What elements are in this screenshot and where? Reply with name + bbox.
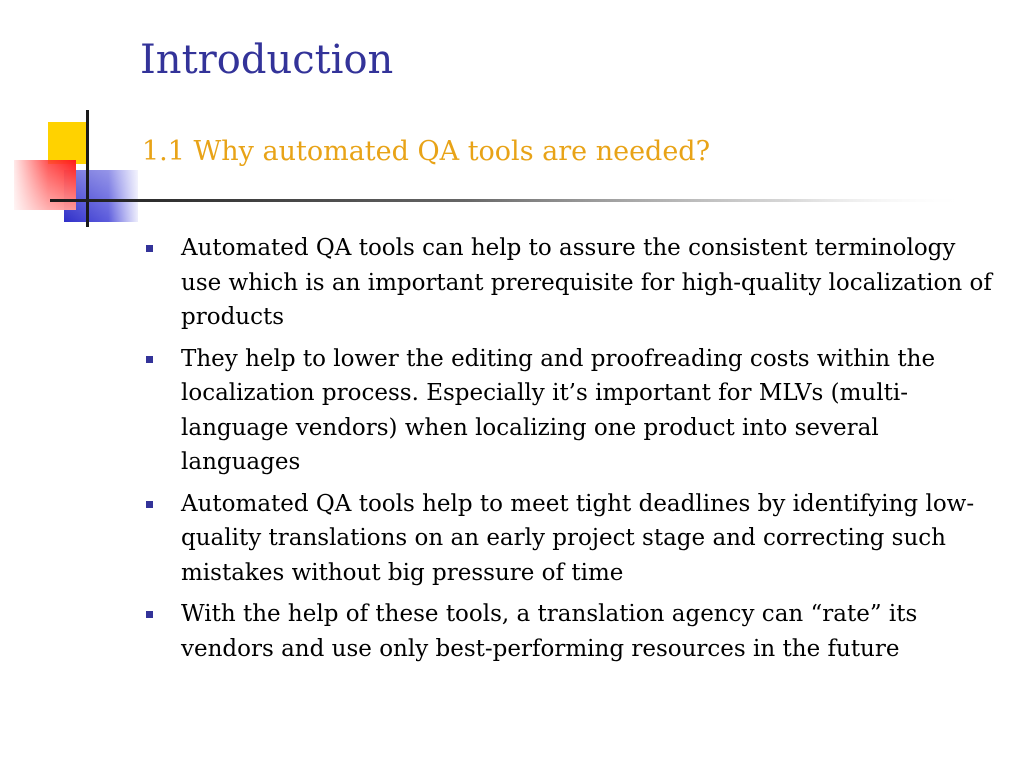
list-item: [181, 487, 996, 591]
list-item: [181, 231, 996, 335]
bullet-text: They help to lower the editing and proofreading costs within the localization process. Especially it’s important for MLVs (multi-language vendors) when localizing one product into several languages: [181, 345, 936, 475]
square-bullet-icon: [146, 245, 153, 252]
bullet-list: [181, 231, 996, 673]
list-item: [181, 342, 996, 480]
slide-subtitle: 1.1 Why automated QA tools are needed?: [142, 136, 711, 167]
square-bullet-icon: [146, 611, 153, 618]
list-item: [181, 597, 996, 666]
bullet-text: With the help of these tools, a translation agency can “rate” its vendors and use only best-performing resources in the future: [181, 601, 918, 662]
square-bullet-icon: [146, 501, 153, 508]
bullet-text: Automated QA tools can help to assure the consistent terminology use which is an important prerequisite for high-quality localization of products: [181, 235, 992, 330]
square-bullet-icon: [146, 356, 153, 363]
bullet-text: Automated QA tools help to meet tight deadlines by identifying low-quality translations on an early project stage and correcting such mistakes without big pressure of time: [181, 490, 975, 586]
slide-title: Introduction: [140, 37, 394, 83]
